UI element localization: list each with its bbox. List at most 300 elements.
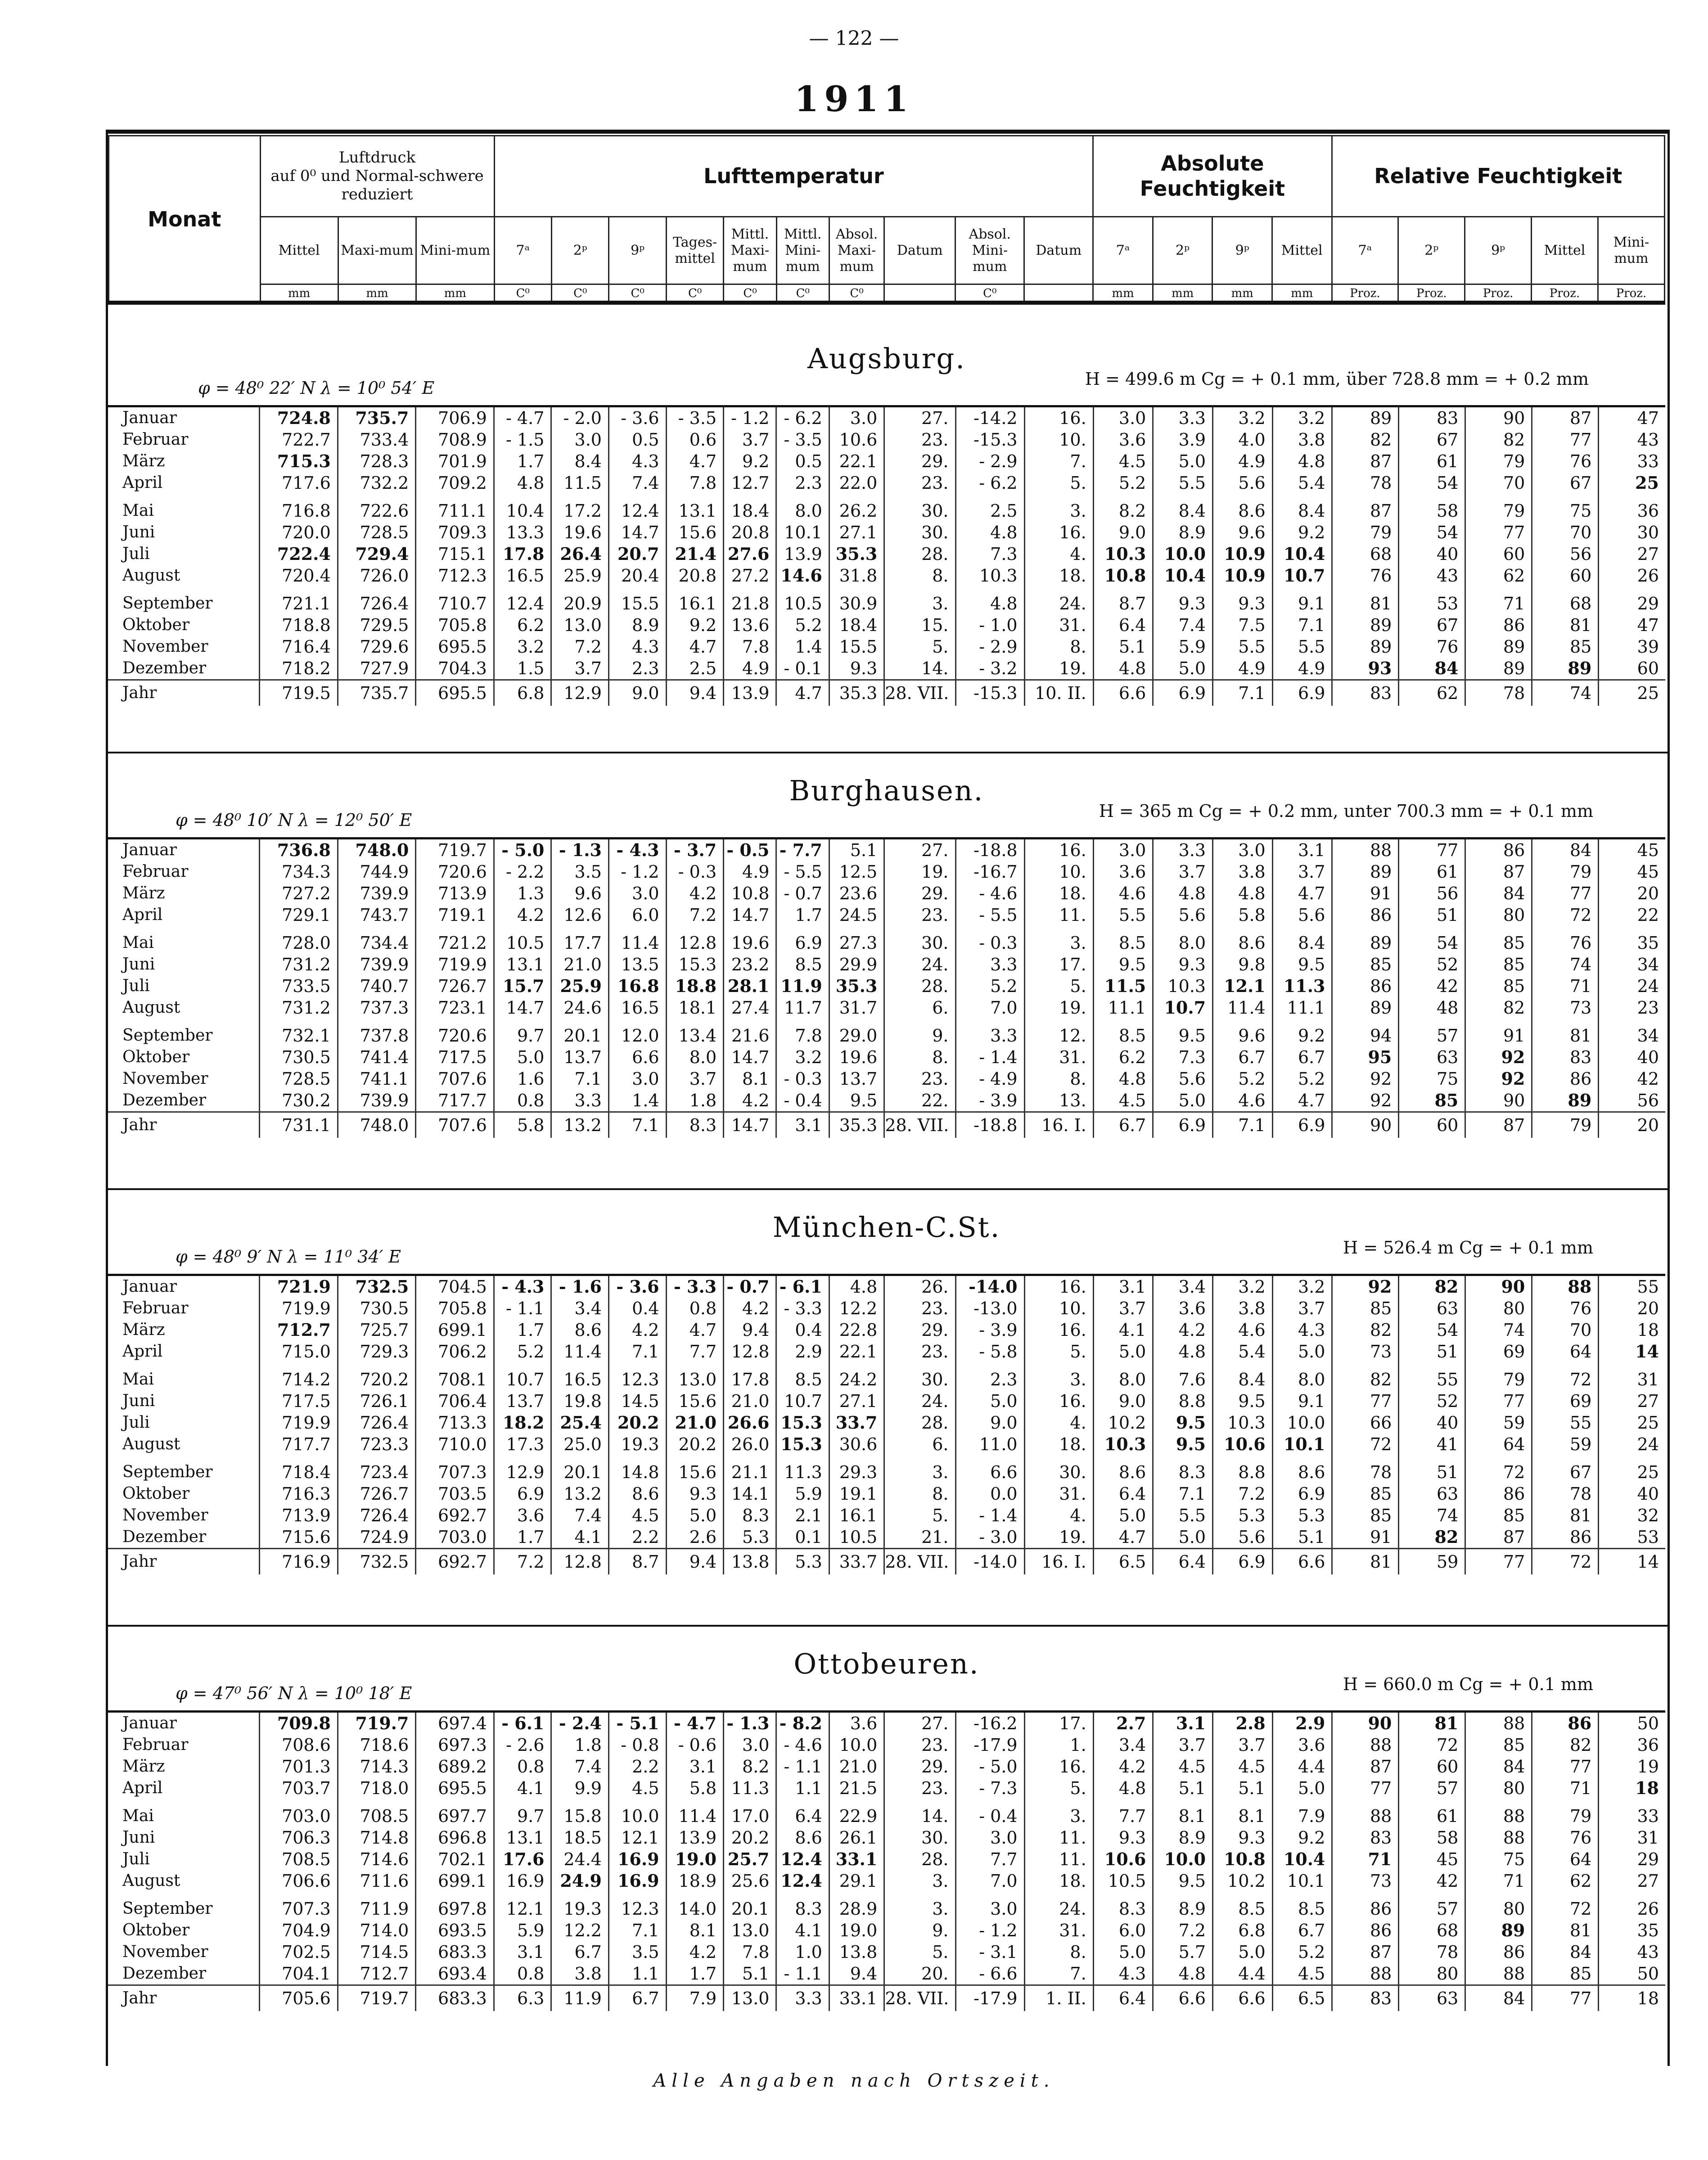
month-row xyxy=(108,1734,1665,1756)
data-cell: 1.8 xyxy=(666,1090,724,1112)
data-cell: - 3.6 xyxy=(608,406,666,429)
data-cell: 5.8 xyxy=(666,1777,724,1799)
data-cell: - 1.2 xyxy=(955,1920,1024,1941)
data-cell: 707.6 xyxy=(416,1112,494,1138)
data-cell: 2.1 xyxy=(776,1505,829,1526)
data-cell: 40 xyxy=(1599,1046,1665,1068)
data-cell: 9.1 xyxy=(1272,1390,1332,1412)
data-cell: 743.7 xyxy=(338,904,416,926)
data-cell: 717.7 xyxy=(416,1090,494,1112)
station-coords: φ = 48⁰ 10′ N λ = 12⁰ 50′ E xyxy=(176,810,412,830)
month-row xyxy=(108,451,1665,472)
month-label: November xyxy=(122,1069,208,1088)
header-col-15: 9ᵖ xyxy=(1212,217,1272,284)
data-cell: 5.6 xyxy=(1153,904,1213,926)
data-cell: 28. xyxy=(884,543,955,565)
data-cell: 9.3 xyxy=(666,1483,724,1505)
data-cell: 7.2 xyxy=(494,1549,551,1575)
data-cell: 0.8 xyxy=(666,1298,724,1319)
data-cell: 78 xyxy=(1399,1941,1465,1963)
header-col-1: Maxi-mum xyxy=(338,217,416,284)
data-cell: 3.0 xyxy=(608,1068,666,1090)
data-cell: 4.8 xyxy=(955,586,1024,614)
data-cell: 719.1 xyxy=(416,904,494,926)
data-cell: 5.0 xyxy=(1272,1777,1332,1799)
data-cell: 12.8 xyxy=(724,1341,776,1362)
data-cell: 28. xyxy=(884,1412,955,1434)
data-cell: 9.5 xyxy=(1093,954,1153,975)
data-cell: 10.5 xyxy=(494,926,551,954)
header-unit-9: C⁰ xyxy=(829,284,884,304)
data-cell: 24 xyxy=(1599,1434,1665,1455)
data-cell: 5.6 xyxy=(1272,904,1332,926)
data-cell: 10.0 xyxy=(1153,1849,1213,1870)
data-cell: 6.7 xyxy=(1093,1112,1153,1138)
data-cell: 3.5 xyxy=(608,1941,666,1963)
header-monat: Monat xyxy=(109,136,261,304)
data-cell: 88 xyxy=(1532,1275,1599,1298)
data-cell: 20 xyxy=(1599,883,1665,904)
data-cell: 3.3 xyxy=(955,954,1024,975)
data-cell: 695.5 xyxy=(416,680,494,706)
data-cell: 20.2 xyxy=(666,1434,724,1455)
data-cell: 6.9 xyxy=(494,1483,551,1505)
data-cell: 3.4 xyxy=(1093,1734,1153,1756)
data-cell: 693.5 xyxy=(416,1920,494,1941)
data-cell: - 2.9 xyxy=(955,636,1024,658)
data-cell: 29. xyxy=(884,1756,955,1777)
data-cell: 15.8 xyxy=(551,1799,609,1827)
data-cell: 4.3 xyxy=(1093,1963,1153,1985)
month-label: November xyxy=(122,1943,208,1961)
data-cell: 12.0 xyxy=(608,1019,666,1046)
header-col-0: Mittel xyxy=(260,217,338,284)
data-cell: 8.0 xyxy=(1093,1362,1153,1390)
data-cell: 58 xyxy=(1399,1827,1465,1849)
month-row xyxy=(108,1455,1665,1483)
data-cell: 74 xyxy=(1399,1505,1465,1526)
data-cell: 8.6 xyxy=(608,1483,666,1505)
data-cell: - 5.5 xyxy=(776,861,829,883)
data-cell: 727.9 xyxy=(338,658,416,680)
data-cell: 27 xyxy=(1599,1870,1665,1892)
data-cell: 3.7 xyxy=(1153,1734,1213,1756)
data-cell: 715.1 xyxy=(416,543,494,565)
data-cell: 5.1 xyxy=(724,1963,776,1985)
data-cell: 4.2 xyxy=(608,1319,666,1341)
data-cell: 3.1 xyxy=(666,1756,724,1777)
data-cell: - 2.2 xyxy=(494,861,551,883)
data-cell: 4.6 xyxy=(1093,883,1153,904)
data-cell: 714.2 xyxy=(260,1362,338,1390)
data-cell: 4.8 xyxy=(1153,1963,1213,1985)
data-cell: 5.6 xyxy=(1213,472,1273,494)
data-cell: 28. VII. xyxy=(884,1112,955,1138)
data-cell: 85 xyxy=(1399,1090,1465,1112)
header-col-11: Absol. Mini-mum xyxy=(955,217,1024,284)
data-cell: 57 xyxy=(1399,1019,1465,1046)
data-cell: -16.7 xyxy=(955,861,1024,883)
data-cell: 10.6 xyxy=(1213,1434,1273,1455)
data-cell: 6.4 xyxy=(1093,614,1153,636)
data-cell: 7.1 xyxy=(1272,614,1332,636)
data-cell: 8.7 xyxy=(1093,586,1153,614)
data-cell: 25.9 xyxy=(551,975,609,997)
data-cell: 7.0 xyxy=(955,1870,1024,1892)
data-cell: 24.6 xyxy=(551,997,609,1019)
data-cell: 718.2 xyxy=(260,658,338,680)
data-cell: 21.6 xyxy=(724,1019,776,1046)
data-cell: 20.7 xyxy=(608,543,666,565)
data-cell: 10. xyxy=(1024,1298,1093,1319)
data-cell: 78 xyxy=(1465,680,1532,706)
data-cell: 87 xyxy=(1332,1941,1399,1963)
month-label: Februar xyxy=(122,862,189,881)
data-cell: 15.6 xyxy=(666,1455,724,1483)
data-cell: 736.8 xyxy=(260,839,338,861)
data-cell: 5.0 xyxy=(1093,1505,1153,1526)
data-cell: 4. xyxy=(1024,1505,1093,1526)
data-cell: 10.2 xyxy=(1213,1870,1273,1892)
data-cell: 8.9 xyxy=(1153,1827,1213,1849)
data-cell: 697.4 xyxy=(416,1712,494,1735)
data-cell: 5. xyxy=(1024,975,1093,997)
data-cell: - 6.1 xyxy=(494,1712,551,1735)
data-cell: 6.6 xyxy=(955,1455,1024,1483)
data-cell: 9.4 xyxy=(724,1319,776,1341)
data-cell: 16.8 xyxy=(608,975,666,997)
data-cell: 28. VII. xyxy=(884,1549,955,1575)
data-cell: 8.2 xyxy=(1093,494,1153,522)
data-cell: 35.3 xyxy=(829,1112,884,1138)
data-cell: 6.7 xyxy=(608,1985,666,2011)
data-cell: 85 xyxy=(1332,1505,1399,1526)
data-cell: 29 xyxy=(1599,586,1665,614)
data-cell: 2.8 xyxy=(1213,1712,1273,1735)
data-cell: 699.1 xyxy=(416,1319,494,1341)
data-cell: 4.4 xyxy=(1272,1756,1332,1777)
data-cell: 3.2 xyxy=(1213,1275,1273,1298)
data-cell: 5.0 xyxy=(1213,1941,1273,1963)
month-label: März xyxy=(122,1757,165,1776)
data-cell: 20.1 xyxy=(724,1892,776,1920)
data-cell: 64 xyxy=(1532,1849,1599,1870)
data-cell: -17.9 xyxy=(955,1985,1024,2011)
data-cell: 3.7 xyxy=(1093,1298,1153,1319)
data-cell: 720.0 xyxy=(260,522,338,543)
data-cell: - 2.6 xyxy=(494,1734,551,1756)
station-coords: φ = 48⁰ 9′ N λ = 11⁰ 34′ E xyxy=(176,1247,401,1267)
data-cell: 8.5 xyxy=(776,954,829,975)
data-cell: 76 xyxy=(1532,1298,1599,1319)
data-cell: 5.0 xyxy=(1153,1526,1213,1549)
data-cell: 60 xyxy=(1599,658,1665,680)
data-cell: 12.9 xyxy=(494,1455,551,1483)
header-unit-20: Proz. xyxy=(1532,284,1598,304)
data-cell: 3.0 xyxy=(829,406,884,429)
month-label: Januar xyxy=(122,841,177,859)
data-cell: 8.9 xyxy=(1153,522,1213,543)
data-cell: 3.2 xyxy=(1272,406,1332,429)
data-cell: 711.1 xyxy=(416,494,494,522)
data-cell: 62 xyxy=(1465,565,1532,586)
data-cell: 722.6 xyxy=(338,494,416,522)
data-cell: 82 xyxy=(1532,1734,1599,1756)
data-cell: 3.6 xyxy=(1093,861,1153,883)
data-cell: 25 xyxy=(1599,1455,1665,1483)
data-cell: 4.7 xyxy=(776,680,829,706)
data-cell: 79 xyxy=(1532,1112,1599,1138)
data-cell: 739.9 xyxy=(338,1090,416,1112)
data-cell: 24.4 xyxy=(551,1849,609,1870)
data-cell: 14.5 xyxy=(608,1390,666,1412)
month-label: Dezember xyxy=(122,1964,207,1983)
data-cell: -18.8 xyxy=(955,839,1024,861)
data-cell: -14.2 xyxy=(955,406,1024,429)
data-cell: 26.0 xyxy=(724,1434,776,1455)
month-label: April xyxy=(122,1779,163,1797)
data-cell: 21.0 xyxy=(551,954,609,975)
data-cell: 3.1 xyxy=(494,1941,551,1963)
data-cell: 12.1 xyxy=(608,1827,666,1849)
data-cell: 12. xyxy=(1024,1019,1093,1046)
data-cell: 1.7 xyxy=(494,1526,551,1549)
data-cell: 4. xyxy=(1024,1412,1093,1434)
data-cell: 31.8 xyxy=(829,565,884,586)
data-cell: 15.5 xyxy=(829,636,884,658)
data-cell: 88 xyxy=(1465,1827,1532,1849)
data-cell: 13.9 xyxy=(776,543,829,565)
data-cell: 18. xyxy=(1024,1870,1093,1892)
data-cell: 5.1 xyxy=(1153,1777,1213,1799)
data-cell: 707.3 xyxy=(416,1455,494,1483)
data-cell: 25.7 xyxy=(724,1849,776,1870)
data-cell: 4.2 xyxy=(1093,1756,1153,1777)
table-header xyxy=(108,135,1665,304)
data-cell: 8.3 xyxy=(724,1505,776,1526)
data-cell: 9.2 xyxy=(666,614,724,636)
data-cell: 31 xyxy=(1599,1827,1665,1849)
data-cell: 6.4 xyxy=(776,1799,829,1827)
data-cell: 10.0 xyxy=(1153,543,1213,565)
data-cell: 6.0 xyxy=(608,904,666,926)
data-cell: 719.7 xyxy=(416,839,494,861)
month-label: Januar xyxy=(122,409,177,427)
data-cell: 4.9 xyxy=(1213,451,1273,472)
data-cell: -15.3 xyxy=(955,429,1024,451)
data-cell: 730.5 xyxy=(260,1046,338,1068)
data-cell: 22.9 xyxy=(829,1799,884,1827)
data-cell: 3.3 xyxy=(1153,839,1213,861)
header-col-14: 2ᵖ xyxy=(1153,217,1212,284)
data-cell: 13.5 xyxy=(608,954,666,975)
data-cell: 17. xyxy=(1024,954,1093,975)
data-cell: 717.6 xyxy=(260,472,338,494)
data-cell: 31 xyxy=(1599,1362,1665,1390)
footer-note: Alle Angaben nach Ortszeit. xyxy=(653,2070,1055,2091)
header-luftdruck-group xyxy=(260,136,494,217)
header-unit-15: mm xyxy=(1212,284,1272,304)
data-cell: 3.8 xyxy=(1213,861,1273,883)
month-row xyxy=(108,1483,1665,1505)
data-cell: 24. xyxy=(884,1390,955,1412)
data-cell: 6.5 xyxy=(1272,1985,1332,2011)
data-cell: 24 xyxy=(1599,975,1665,997)
data-cell: 23. xyxy=(884,1298,955,1319)
data-cell: 5.2 xyxy=(1272,1941,1332,1963)
data-cell: 14 xyxy=(1599,1341,1665,1362)
data-cell: 7.1 xyxy=(1213,1112,1273,1138)
data-cell: 76 xyxy=(1332,565,1399,586)
data-cell: 720.4 xyxy=(260,565,338,586)
data-cell: 3.7 xyxy=(551,658,609,680)
data-cell: 5.5 xyxy=(1093,904,1153,926)
data-cell: 717.7 xyxy=(260,1434,338,1455)
data-cell: 22.8 xyxy=(829,1319,884,1341)
data-cell: - 4.3 xyxy=(608,839,666,861)
data-cell: 82 xyxy=(1332,1319,1399,1341)
data-cell: 693.4 xyxy=(416,1963,494,1985)
month-row xyxy=(108,1892,1665,1920)
data-cell: 726.4 xyxy=(338,1412,416,1434)
data-cell: 18.1 xyxy=(666,997,724,1019)
data-cell: 4.1 xyxy=(494,1777,551,1799)
data-cell: 7.8 xyxy=(776,1019,829,1046)
data-cell: 25 xyxy=(1599,472,1665,494)
data-cell: 735.7 xyxy=(338,680,416,706)
station-data-table xyxy=(108,1710,1665,2011)
data-cell: 90 xyxy=(1465,406,1532,429)
data-cell: 3.0 xyxy=(955,1827,1024,1849)
data-cell: 29 xyxy=(1599,1849,1665,1870)
data-cell: 59 xyxy=(1465,1412,1532,1434)
data-cell: 83 xyxy=(1532,1046,1599,1068)
data-cell: 72 xyxy=(1532,1892,1599,1920)
data-cell: 30. xyxy=(884,1362,955,1390)
data-cell: 7.1 xyxy=(608,1112,666,1138)
data-cell: 10.1 xyxy=(776,522,829,543)
data-cell: 8.4 xyxy=(1213,1362,1273,1390)
data-cell: 5.2 xyxy=(1272,1068,1332,1090)
data-cell: 8.2 xyxy=(724,1756,776,1777)
data-cell: 54 xyxy=(1399,522,1465,543)
data-cell: 63 xyxy=(1399,1046,1465,1068)
data-cell: 717.5 xyxy=(416,1046,494,1068)
data-cell: 5.9 xyxy=(1153,636,1213,658)
data-cell: 30.6 xyxy=(829,1434,884,1455)
data-cell: 90 xyxy=(1332,1712,1399,1735)
data-cell: 9.0 xyxy=(608,680,666,706)
data-cell: 18.9 xyxy=(666,1870,724,1892)
data-cell: 720.6 xyxy=(416,1019,494,1046)
data-cell: - 3.1 xyxy=(955,1941,1024,1963)
data-cell: 36 xyxy=(1599,494,1665,522)
data-cell: 11. xyxy=(1024,1827,1093,1849)
data-cell: 18.4 xyxy=(724,494,776,522)
data-cell: 9.6 xyxy=(1213,522,1273,543)
month-row xyxy=(108,636,1665,658)
data-cell: 16. xyxy=(1024,839,1093,861)
data-cell: - 1.3 xyxy=(724,1712,776,1735)
data-cell: 5.0 xyxy=(494,1046,551,1068)
data-cell: 59 xyxy=(1532,1434,1599,1455)
month-label: August xyxy=(122,998,180,1017)
data-cell: 5.3 xyxy=(1213,1505,1273,1526)
data-cell: - 4.7 xyxy=(666,1712,724,1735)
data-cell: 82 xyxy=(1399,1275,1465,1298)
data-cell: 5.5 xyxy=(1272,636,1332,658)
month-label: September xyxy=(122,1463,213,1481)
data-cell: 2.3 xyxy=(955,1362,1024,1390)
data-cell: 12.3 xyxy=(608,1892,666,1920)
data-cell: 71 xyxy=(1465,1870,1532,1892)
data-cell: 55 xyxy=(1532,1412,1599,1434)
data-cell: 89 xyxy=(1465,658,1532,680)
data-cell: 708.9 xyxy=(416,429,494,451)
data-cell: 10.3 xyxy=(955,565,1024,586)
data-cell: 92 xyxy=(1332,1275,1399,1298)
data-cell: 81 xyxy=(1399,1712,1465,1735)
data-cell: 88 xyxy=(1332,1963,1399,1985)
data-cell: 56 xyxy=(1399,883,1465,904)
month-label: September xyxy=(122,1899,213,1918)
data-cell: 3.0 xyxy=(1093,839,1153,861)
data-cell: 70 xyxy=(1532,522,1599,543)
data-cell: 709.2 xyxy=(416,472,494,494)
month-row xyxy=(108,1275,1665,1298)
month-label: Januar xyxy=(122,1714,177,1732)
data-cell: 8. xyxy=(1024,636,1093,658)
data-cell: 25 xyxy=(1599,1412,1665,1434)
month-label: Januar xyxy=(122,1277,177,1296)
year-summary-row xyxy=(108,1549,1665,1575)
data-cell: 10.8 xyxy=(724,883,776,904)
station-data-table xyxy=(108,1274,1665,1574)
month-row xyxy=(108,883,1665,904)
data-cell: 10.4 xyxy=(1153,565,1213,586)
data-cell: 88 xyxy=(1465,1712,1532,1735)
data-cell: 85 xyxy=(1465,1505,1532,1526)
data-cell: 40 xyxy=(1599,1483,1665,1505)
data-cell: 726.0 xyxy=(338,565,416,586)
month-label: April xyxy=(122,1342,163,1361)
data-cell: -17.9 xyxy=(955,1734,1024,1756)
data-cell: 21.0 xyxy=(829,1756,884,1777)
month-label: Jahr xyxy=(108,1985,260,2011)
data-cell: 701.9 xyxy=(416,451,494,472)
data-cell: 10.2 xyxy=(1093,1412,1153,1434)
data-cell: 715.3 xyxy=(260,451,338,472)
header-unit-8: C⁰ xyxy=(776,284,829,304)
data-cell: 36 xyxy=(1599,1734,1665,1756)
data-cell: 4.8 xyxy=(1272,451,1332,472)
month-label: Jahr xyxy=(108,1112,260,1138)
data-cell: - 4.9 xyxy=(955,1068,1024,1090)
data-cell: 729.5 xyxy=(338,614,416,636)
data-cell: 87 xyxy=(1465,1526,1532,1549)
data-cell: 77 xyxy=(1532,429,1599,451)
data-cell: 27. xyxy=(884,1712,955,1735)
data-cell: 5.6 xyxy=(1213,1526,1273,1549)
data-cell: 25.4 xyxy=(551,1412,609,1434)
data-cell: 3.0 xyxy=(608,883,666,904)
data-cell: 16.9 xyxy=(608,1849,666,1870)
data-cell: 92 xyxy=(1332,1068,1399,1090)
data-cell: 5.2 xyxy=(955,975,1024,997)
data-cell: - 0.3 xyxy=(776,1068,829,1090)
data-cell: 3.8 xyxy=(1213,1298,1273,1319)
data-cell: 5.1 xyxy=(1272,1526,1332,1549)
